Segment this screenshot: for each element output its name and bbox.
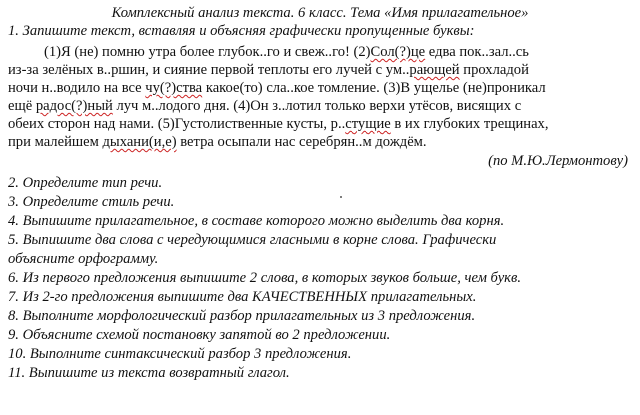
spellcheck-word: Сол(?)це bbox=[370, 44, 426, 60]
spellcheck-word: стущие bbox=[345, 116, 391, 132]
text-line: ночи н..водило на все чу(?)ства какое(то) сла..кое томление. (3)В ущелье (не)проникал bbox=[8, 80, 546, 96]
text-line: из-за зелёных в..ршин, и сияние первой теплоты его лучей с ум..рающей прохладой bbox=[8, 62, 529, 78]
spellcheck-word: радос(?)ный bbox=[35, 98, 113, 114]
task-item: 10. Выполните синтаксический разбор 3 предложения. bbox=[8, 346, 352, 362]
task-item: 5. Выпишите два слова с чередующимися гласными в корне слова. Графически bbox=[8, 232, 497, 248]
spellcheck-word: дыхани(и,е) bbox=[102, 134, 177, 150]
source-attribution: (по М.Ю.Лермонтову) bbox=[488, 153, 628, 169]
text-line: обеих сторон над нами. (5)Густолиственные кусты, р..стущие в их глубоких трещинах, bbox=[8, 116, 549, 132]
task-item: 2. Определите тип речи. bbox=[8, 175, 163, 191]
task-item: 9. Объясните схемой постановку запятой во 2 предложении. bbox=[8, 327, 391, 343]
text-line: (1)Я (не) помню утра более глубок..го и свеж..го! (2)Сол(?)це едва пок..зал..сь bbox=[44, 44, 529, 60]
text-line: при малейшем дыхани(и,е) ветра осыпали нас серебрян..м дождём. bbox=[8, 134, 427, 150]
task-item: 7. Из 2-го предложения выпишите два КАЧЕСТВЕННЫХ прилагательных. bbox=[8, 289, 477, 305]
task-item: объясните орфограмму. bbox=[8, 251, 159, 267]
spellcheck-word: чу(?)ства bbox=[145, 80, 203, 96]
task-item: 6. Из первого предложения выпишите 2 слова, в которых звуков больше, чем букв. bbox=[8, 270, 521, 286]
spellcheck-word: рающей bbox=[409, 62, 460, 78]
task-1-instruction: 1. Запишите текст, вставляя и объясняя графически пропущенные буквы: bbox=[8, 23, 475, 39]
text-line: ещё радос(?)ный луч м..лодого дня. (4)Он з..лотил только верхи утёсов, висящих с bbox=[8, 98, 522, 114]
stray-dot bbox=[340, 196, 342, 198]
task-item: 3. Определите стиль речи. bbox=[8, 194, 175, 210]
task-item: 11. Выпишите из текста возвратный глагол. bbox=[8, 365, 290, 381]
task-item: 8. Выполните морфологический разбор прилагательных из 3 предложения. bbox=[8, 308, 476, 324]
task-item: 4. Выпишите прилагательное, в составе которого можно выделить два корня. bbox=[8, 213, 505, 229]
document-title: Комплексный анализ текста. 6 класс. Тема «Имя прилагательное» bbox=[111, 5, 529, 21]
